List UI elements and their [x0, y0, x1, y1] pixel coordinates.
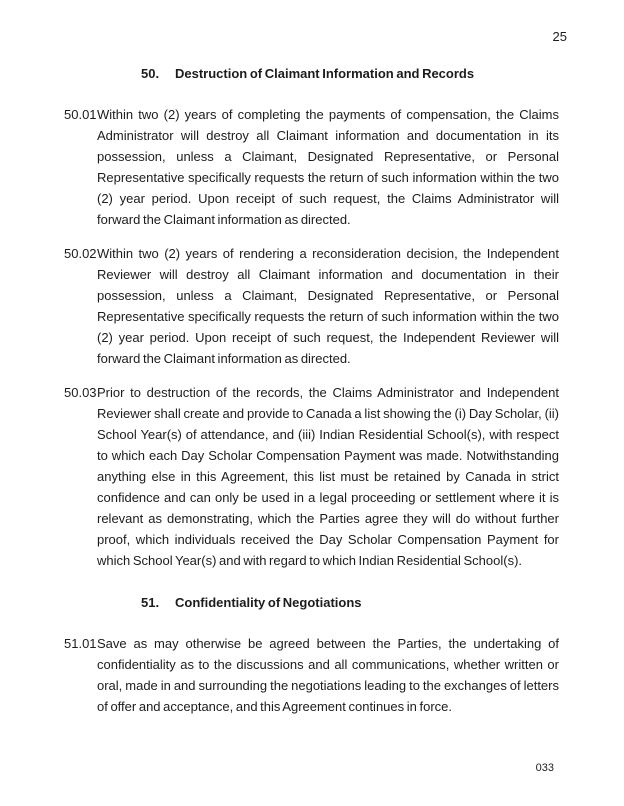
- page-number: 25: [552, 29, 567, 44]
- clause-text: Prior to destruction of the records, the Claims Administrator and Independent Reviewer shall create and provide to Canada a list showing the (i) Day Scholar, (ii) School Year(s) of attendance, and (iii) Indian Residential School(s), with respect to which each Day Scholar Compensation Payment was made. Notwithstanding anything else in this Agreement, this list must be retained by Canada in strict confidence and can only be used in a legal proceeding or settlement where it is relevant as demonstrating, which the Parties agree they will do without further proof, which individuals received the Day Scholar Compensation Payment for which School Year(s) and with regard to which Indian Residential School(s).: [97, 385, 559, 568]
- document-body: [0, 63, 624, 717]
- clause-number: 50.01: [64, 107, 97, 122]
- section-heading-50: [141, 63, 559, 84]
- section-heading-title: Confidentiality of Negotiations: [175, 595, 362, 610]
- section-heading-number: 50.: [141, 66, 160, 81]
- clause-50-03: [64, 382, 559, 571]
- clause-text: Save as may otherwise be agreed between the Parties, the undertaking of confidentiality as to the discussions and all communications, whether written or oral, made in and surrounding the negotiations leading to the exchanges of letters of offer and acceptance, and this Agreement continues in force.: [97, 636, 559, 714]
- section-heading-number: 51.: [141, 595, 160, 610]
- clause-text: Within two (2) years of rendering a reconsideration decision, the Independent Reviewer will destroy all Claimant information and documentation in their possession, unless a Claimant, Designated Representative, or Personal Representative specifically requests the return of such information within the two (2) year period. Upon receipt of such request, the Independent Reviewer will forward the Claimant information as directed.: [97, 246, 559, 366]
- section-heading-51: [141, 592, 559, 613]
- section-heading-title: Destruction of Claimant Information and Records: [175, 66, 475, 81]
- clause-number: 50.02: [64, 246, 97, 261]
- clause-51-01: [64, 633, 559, 717]
- clause-50-01: [64, 104, 559, 230]
- clause-number: 50.03: [64, 385, 97, 400]
- clause-number: 51.01: [64, 636, 97, 651]
- clause-50-02: [64, 243, 559, 369]
- clause-text: Within two (2) years of completing the payments of compensation, the Claims Administrator will destroy all Claimant information and documentation in its possession, unless a Claimant, Designated Representative, or Personal Representative specifically requests the return of such information within the two (2) year period. Upon receipt of such request, the Claims Administrator will forward the Claimant information as directed.: [97, 107, 559, 227]
- bates-number: 033: [535, 762, 554, 774]
